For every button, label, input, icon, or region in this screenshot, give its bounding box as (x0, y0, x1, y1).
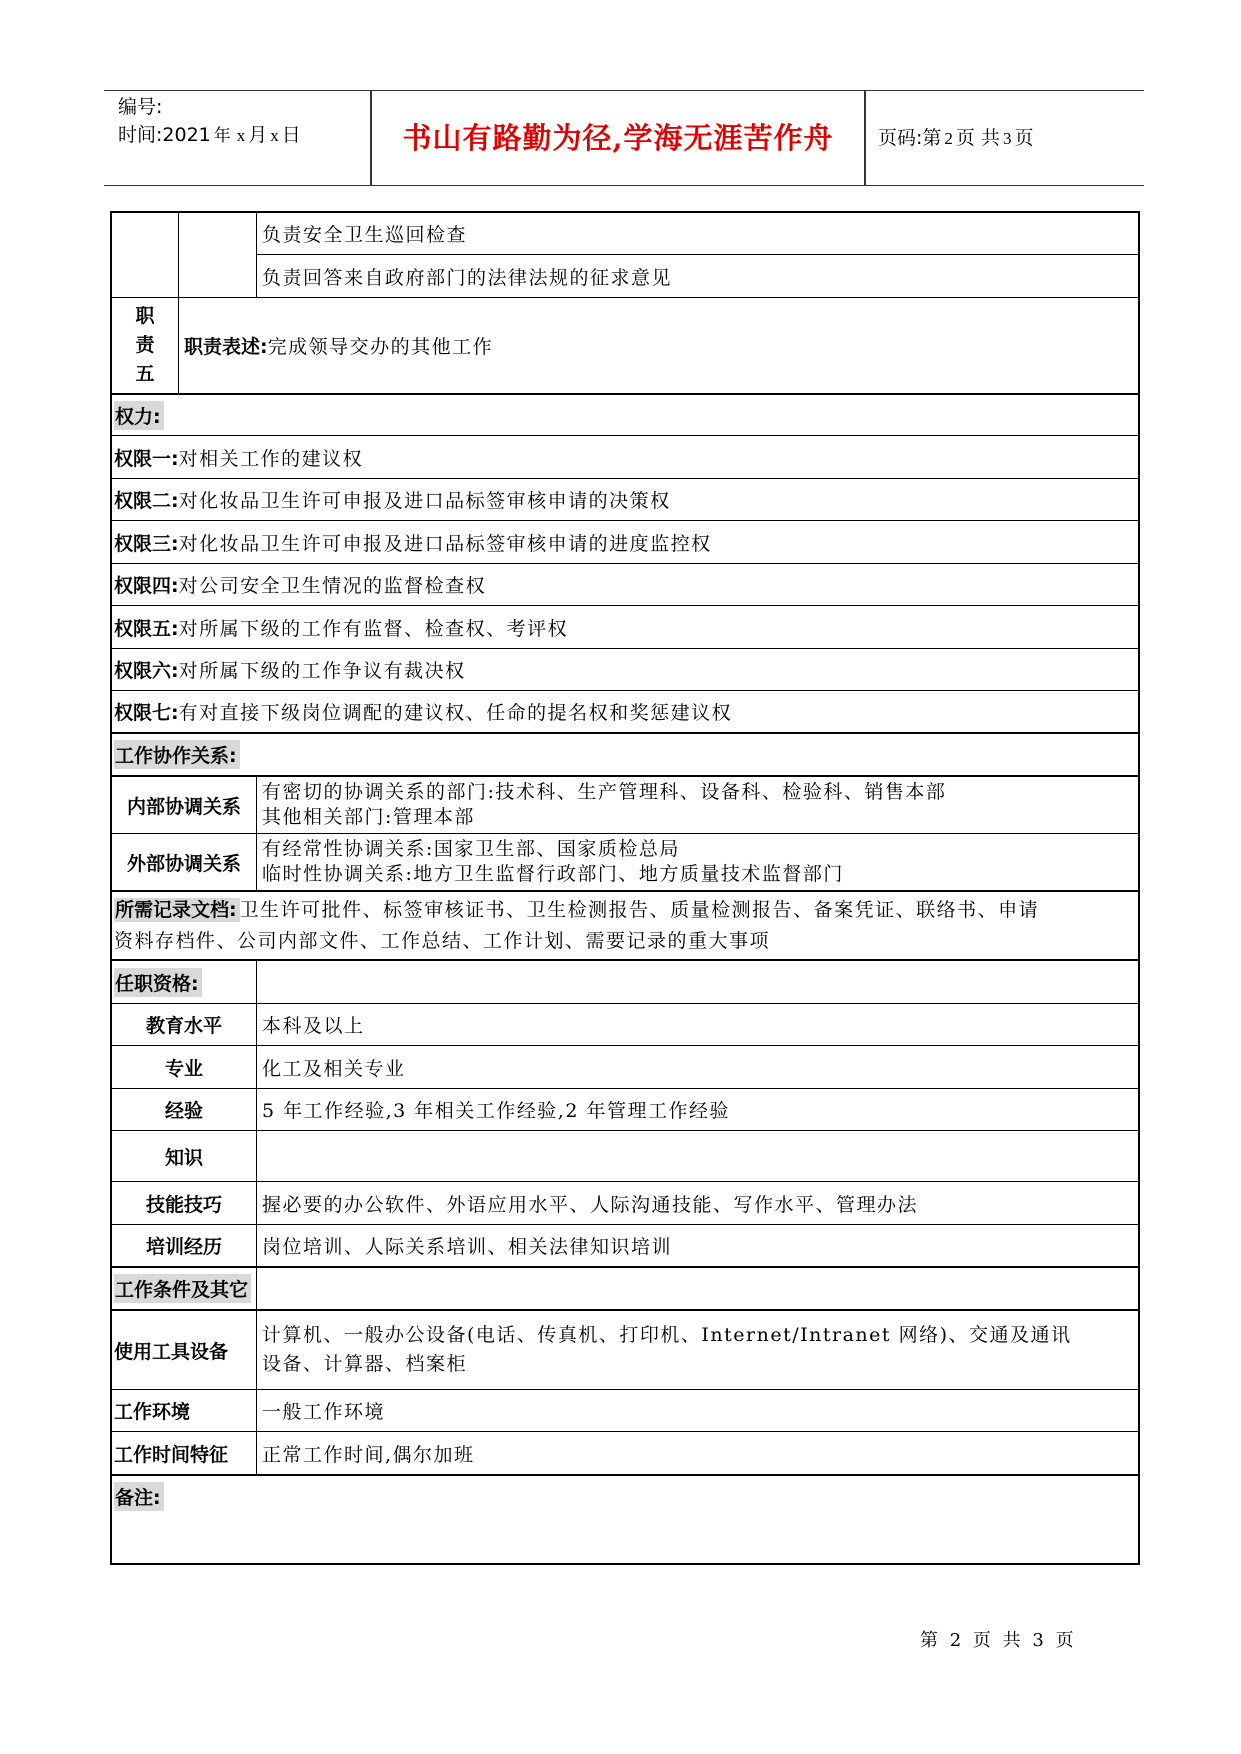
authority-item: 权限五: 对所属下级的工作有监督、检查权、考评权 (114, 617, 569, 640)
skills-label: 技能技巧 (145, 1193, 222, 1216)
row-divider (112, 393, 1140, 395)
authority-item: 权限一: 对相关工作的建议权 (114, 447, 364, 470)
authority-item: 权限三: 对化妆品卫生许可申报及进口品标签审核申请的进度监控权 (114, 532, 712, 555)
document-number-label: 编号: (118, 96, 163, 118)
row-divider (112, 732, 1140, 734)
work-time-label: 工作时间特征 (114, 1443, 229, 1466)
row-divider (112, 1474, 1140, 1476)
training-value: 岗位培训、人际关系培训、相关法律知识培训 (262, 1236, 673, 1258)
document-date: 时间:2021 年 x 月 x 日 (118, 124, 301, 146)
duty-five-description: 职责表述: 完成领导交办的其他工作 (184, 336, 494, 358)
row-divider (112, 1130, 1140, 1131)
education-value: 本科及以上 (262, 1015, 365, 1037)
row-divider (112, 959, 1140, 961)
page-footer: 第 2 页 共 3 页 (920, 1630, 1077, 1651)
job-description-form (110, 211, 1140, 1565)
header-motto: 书山有路勤为径,学海无涯苦作舟 (402, 121, 834, 155)
column-divider (256, 213, 257, 297)
duty-item: 负责回答来自政府部门的法律法规的征求意见 (262, 266, 673, 289)
qualification-title: 任职资格: (114, 961, 202, 1003)
collaboration-title: 工作协作关系: (114, 734, 240, 775)
required-records: 所需记录文档: 卫生许可批件、标签审核证书、卫生检测报告、质量检测报告、备案凭证、联络书、申请 资料存档件、公司内部文件、工作总结、工作计划、需要记录的重大事项 (114, 898, 1040, 952)
page-header (104, 90, 1144, 186)
external-coordination-label: 外部协调关系 (126, 852, 241, 875)
knowledge-label: 知识 (164, 1146, 203, 1169)
tools-value: 计算机、一般办公设备(电话、传真机、打印机、Internet/Intranet 网络)、交通及通讯 设备、计算器、档案柜 (262, 1324, 1072, 1375)
education-label: 教育水平 (145, 1015, 222, 1037)
conditions-title: 工作条件及其它 (114, 1268, 251, 1309)
header-meta (118, 93, 301, 150)
header-divider (864, 91, 866, 185)
training-label: 培训经历 (145, 1236, 222, 1258)
column-divider (256, 775, 257, 890)
authority-item: 权限六: 对所属下级的工作争议有裁决权 (114, 660, 466, 682)
skills-value: 握必要的办公软件、外语应用水平、人际沟通技能、写作水平、管理办法 (262, 1193, 919, 1216)
internal-coordination-label: 内部协调关系 (126, 795, 241, 818)
column-divider (256, 959, 257, 1309)
authority-item: 权限七: 有对直接下级岗位调配的建议权、任命的提名权和奖惩建议权 (114, 702, 733, 724)
authority-item: 权限四: 对公司安全卫生情况的监督检查权 (114, 575, 487, 597)
experience-value: 5 年工作经验,3 年相关工作经验,2 年管理工作经验 (262, 1100, 730, 1122)
column-divider (178, 213, 179, 393)
column-divider (256, 1309, 257, 1474)
authority-title: 权力: (114, 395, 164, 435)
row-divider (112, 1266, 1140, 1268)
environment-value: 一般工作环境 (262, 1401, 386, 1423)
header-page-number: 页码:第 2 页 共 3 页 (878, 127, 1034, 149)
major-label: 专业 (164, 1057, 203, 1080)
authority-item: 权限二: 对化妆品卫生许可申报及进口品标签审核申请的决策权 (114, 490, 671, 512)
environment-label: 工作环境 (114, 1401, 191, 1423)
experience-label: 经验 (164, 1100, 203, 1122)
internal-coordination-text: 有密切的协调关系的部门:技术科、生产管理科、设备科、检验科、销售本部 其他相关部门:管理本部 (262, 781, 947, 828)
duty-five-label: 职 责 五 (135, 305, 155, 385)
work-time-value: 正常工作时间,偶尔加班 (262, 1443, 475, 1466)
duty-item: 负责安全卫生巡回检查 (262, 224, 468, 246)
remarks-title: 备注: (114, 1476, 164, 1516)
tools-label: 使用工具设备 (114, 1340, 229, 1363)
external-coordination-text: 有经常性协调关系:国家卫生部、国家质检总局 临时性协调关系:地方卫生监督行政部门、地方质量技术监督部门 (262, 838, 844, 885)
major-value: 化工及相关专业 (262, 1057, 406, 1080)
